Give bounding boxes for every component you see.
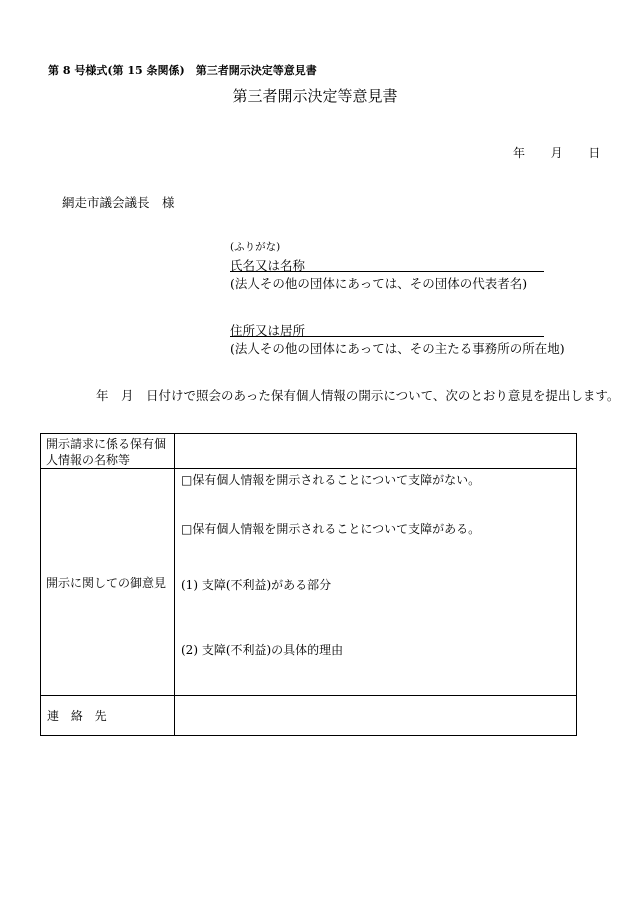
name-note: (法人その他の団体にあっては、その団体の代表者名) (230, 276, 528, 291)
contact-label-cell (41, 696, 175, 736)
date-day: 日 (588, 146, 601, 160)
name-field-line[interactable] (230, 271, 544, 272)
option-issue-checkbox[interactable]: □保有個人情報を開示されることについて支障がある。 (181, 522, 481, 536)
furigana-label: (ふりがな) (230, 241, 281, 253)
date-line (513, 144, 600, 161)
address-note: (法人その他の団体にあっては、その主たる事務所の所在地) (230, 341, 565, 356)
document-title: 第三者開示決定等意見書 (232, 87, 398, 105)
contact-label: 連 絡 先 (47, 709, 111, 723)
opinion-table (40, 433, 577, 736)
table-row-info-name (41, 434, 577, 469)
table-row-opinion (41, 469, 577, 696)
address-label: 住所又は居所 (230, 323, 306, 338)
info-name-label-cell (41, 434, 175, 469)
form-number: 第 8 号様式(第 15 条関係) 第三者開示決定等意見書 (48, 64, 317, 77)
addressee: 網走市議会議長 様 (62, 195, 175, 210)
opinion-label: 開示に関しての御意見 (46, 575, 167, 590)
option-no-issue-checkbox[interactable]: □保有個人情報を開示されることについて支障がない。 (181, 473, 481, 487)
contact-value-cell[interactable] (175, 696, 577, 736)
opinion-value-cell[interactable] (175, 469, 577, 696)
info-name-label-line2: 人情報の名称等 (46, 453, 131, 467)
table-row-contact (41, 696, 577, 736)
opinion-label-cell (41, 469, 175, 696)
date-year: 年 (513, 146, 526, 160)
item-specific-reason: (2) 支障(不利益)の具体的理由 (181, 643, 344, 657)
item-affected-part: (1) 支障(不利益)がある部分 (181, 578, 332, 592)
statement-text: 年 月 日付けで照会のあった保有個人情報の開示について、次のとおり意見を提出します。 (96, 388, 620, 403)
info-name-value-cell[interactable] (175, 434, 577, 469)
name-label: 氏名又は名称 (230, 258, 306, 273)
date-month: 月 (550, 146, 563, 160)
info-name-label-line1: 開示請求に係る保有個 (46, 437, 167, 451)
address-field-line[interactable] (230, 336, 544, 337)
